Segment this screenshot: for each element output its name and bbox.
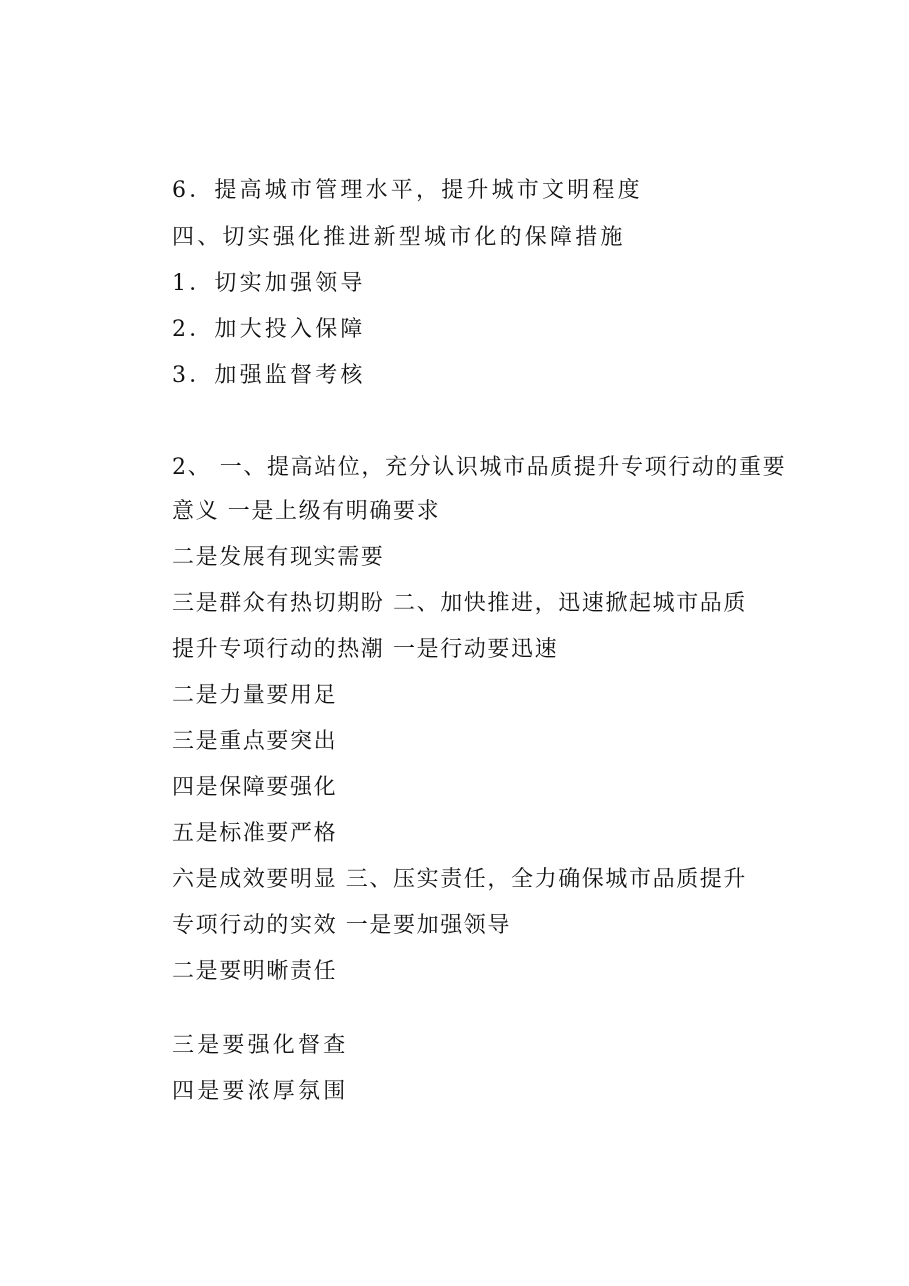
- paragraph-line: 四是保障要强化: [172, 775, 338, 800]
- paragraph-line: 意义 一是上级有明确要求: [172, 499, 441, 524]
- measure-1: 1．切实加强领导: [172, 271, 366, 296]
- section-heading-4: 四、切实强化推进新型城市化的保障措施: [172, 225, 626, 250]
- paragraph-line: 二是要明晰责任: [172, 959, 338, 984]
- paragraph-line: 二是力量要用足: [172, 683, 338, 708]
- measure-2: 2．加大投入保障: [172, 317, 366, 342]
- paragraph-line: 六是成效要明显 三、压实责任，全力确保城市品质提升: [172, 867, 747, 892]
- paragraph-line: 提升专项行动的热潮 一是行动要迅速: [172, 637, 559, 662]
- paragraph-line: 三是重点要突出: [172, 729, 338, 754]
- paragraph-line: 五是标准要严格: [172, 821, 338, 846]
- paragraph-line: 三是群众有热切期盼 二、加快推进，迅速掀起城市品质: [172, 591, 747, 616]
- measure-3: 3．加强监督考核: [172, 363, 366, 388]
- paragraph-line: 二是发展有现实需要: [172, 545, 385, 570]
- paragraph-line: 2、 一、提高站位，充分认识城市品质提升专项行动的重要: [172, 455, 787, 480]
- paragraph-line: 专项行动的实效 一是要加强领导: [172, 913, 511, 938]
- paragraph-line: 四是要浓厚氛围: [172, 1079, 349, 1104]
- paragraph-line: 三是要强化督查: [172, 1033, 349, 1058]
- item-6-text: 6．提高城市管理水平，提升城市文明程度: [172, 178, 643, 203]
